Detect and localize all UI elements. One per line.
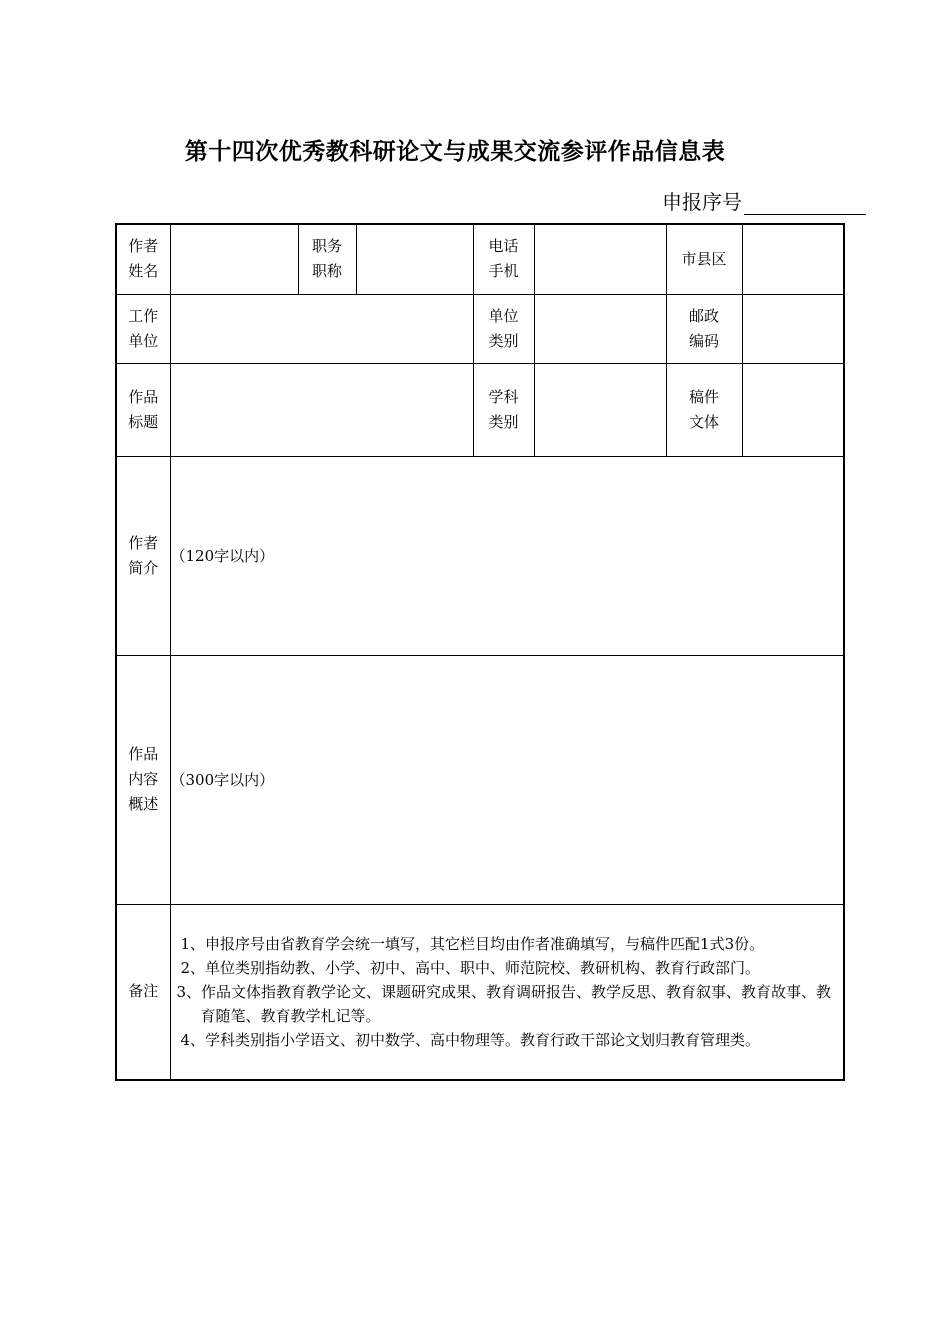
author-intro-field[interactable] [170,456,844,655]
manuscript-genre-field[interactable] [742,363,844,456]
label-postal-code: 邮政 编码 [666,294,742,363]
notes-content [170,904,844,1080]
serial-number-field [662,186,866,215]
serial-number-blank[interactable] [744,192,866,215]
label-unit-category: 单位 类别 [473,294,534,363]
form-row-author [116,224,844,294]
label-region: 市县区 [666,224,742,294]
author-intro-hint: （120字以内） [170,547,275,565]
phone-field[interactable] [534,224,666,294]
label-notes: 备注 [116,904,170,1080]
work-summary-field[interactable] [170,655,844,904]
form-row-notes [116,904,844,1080]
form-row-intro [116,456,844,655]
note-item: 1、申报序号由省教育学会统一填写，其它栏目均由作者准确填写，与稿件匹配1式3份。 [180,934,765,953]
position-title-field[interactable] [356,224,473,294]
note-item: 4、学科类别指小学语文、初中数学、高中物理等。教育行政干部论文划归教育管理类。 [180,1030,761,1049]
label-author-intro: 作者 简介 [116,456,170,655]
label-manuscript-genre: 稿件 文体 [666,363,742,456]
work-title-field[interactable] [170,363,473,456]
work-summary-hint: （300字以内） [170,771,275,789]
author-name-field[interactable] [170,224,298,294]
label-work-unit: 工作 单位 [116,294,170,363]
form-row-summary [116,655,844,904]
work-unit-field[interactable] [170,294,473,363]
note-item: 3、作品文体指教育教学论文、课题研究成果、教育调研报告、教学反思、教育叙事、教育故事、教育随笔、教育教学札记等。 [176,982,832,1025]
label-phone: 电话 手机 [473,224,534,294]
label-author-name: 作者 姓名 [116,224,170,294]
label-position-title: 职务 职称 [298,224,356,294]
serial-number-label: 申报序号 [662,190,742,214]
info-form-table [115,223,845,1081]
label-work-title: 作品 标题 [116,363,170,456]
form-row-work [116,363,844,456]
note-item: 2、单位类别指幼教、小学、初中、高中、职中、师范院校、教研机构、教育行政部门。 [180,958,761,977]
subject-category-field[interactable] [534,363,666,456]
label-work-summary: 作品 内容 概述 [116,655,170,904]
page-title: 第十四次优秀教科研论文与成果交流参评作品信息表 [184,139,726,165]
form-row-unit [116,294,844,363]
label-subject-category: 学科 类别 [473,363,534,456]
unit-category-field[interactable] [534,294,666,363]
region-field[interactable] [742,224,844,294]
postal-code-field[interactable] [742,294,844,363]
